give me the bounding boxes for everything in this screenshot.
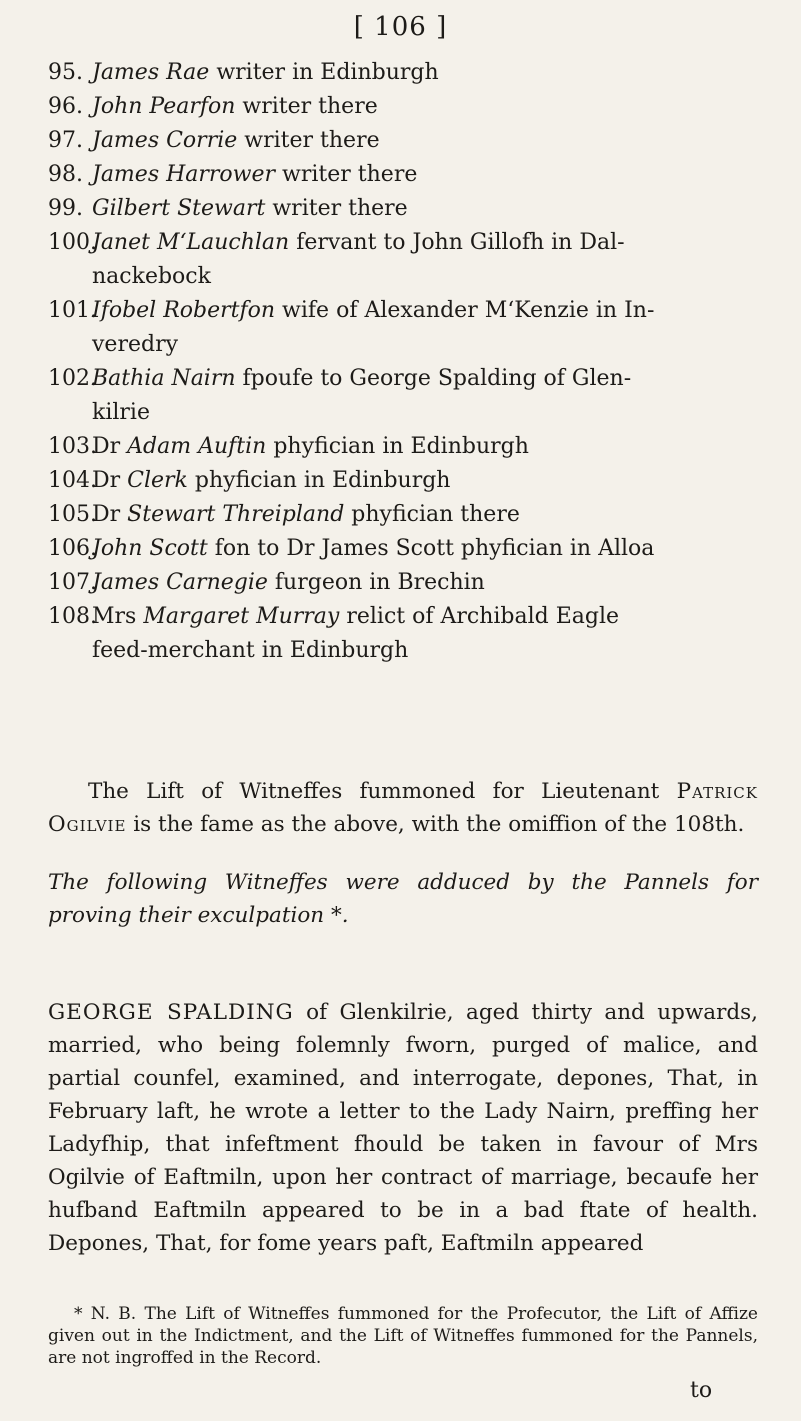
entry-number: 108. — [48, 604, 97, 629]
entry-text — [92, 226, 768, 294]
entry-description: relict of Archibald Eagle — [346, 604, 620, 629]
entry-text — [92, 158, 768, 192]
entry-description: writer there — [242, 94, 378, 119]
catchword: to — [690, 1378, 713, 1403]
entry-number: 104. — [48, 468, 97, 493]
entry-description: writer in Edinburgh — [216, 60, 439, 85]
entry-description: fon to Dr James Scott phyfician in Alloa — [214, 536, 655, 561]
entry-description: wife of Alexander M‘Kenzie in In- — [282, 298, 655, 323]
witness-list-note — [48, 775, 758, 841]
page-number-header: [ 106 ] — [353, 12, 448, 42]
entry-name: James Corrie — [92, 128, 238, 153]
witness-entry — [48, 90, 768, 124]
note-text-before: The Lift of Witneffes fummoned for Lieutenant — [88, 779, 660, 804]
entry-title: Dr — [92, 468, 121, 493]
witness-list — [48, 56, 768, 668]
entry-name: James Harrower — [92, 162, 276, 187]
witness-entry — [48, 498, 768, 532]
entry-number: 97. — [48, 128, 83, 153]
witness-entry — [48, 294, 768, 362]
entry-description: writer there — [272, 196, 408, 221]
entry-number: 107. — [48, 570, 97, 595]
exculpation-heading: The following Witneffes were adduced by the Pannels for proving their exculpation *. — [48, 870, 758, 928]
entry-text — [92, 464, 768, 498]
entry-number: 106. — [48, 536, 97, 561]
entry-number: 102. — [48, 366, 97, 391]
entry-name: John Pearfon — [92, 94, 236, 119]
entry-continuation: nackebock — [92, 264, 211, 289]
footnote: * N. B. The Lift of Witneffes fummoned for the Profecutor, the Lift of Affize given out in the Indictment, and the Lift of Witneffes fummoned for the Pannels, are not ingroffed in the Record. — [48, 1304, 758, 1368]
entry-name: James Rae — [92, 60, 210, 85]
entry-number: 101. — [48, 298, 97, 323]
entry-number: 100. — [48, 230, 97, 255]
witness-entry — [48, 566, 768, 600]
entry-description: writer there — [282, 162, 418, 187]
entry-text — [92, 192, 768, 226]
entry-continuation: kilrie — [92, 400, 150, 425]
entry-description: phyfician in Edinburgh — [194, 468, 451, 493]
deposition-paragraph — [48, 996, 758, 1260]
witness-entry — [48, 158, 768, 192]
entry-name: John Scott — [92, 536, 208, 561]
entry-number: 103. — [48, 434, 97, 459]
entry-description: phyfician there — [351, 502, 520, 527]
entry-text — [92, 532, 768, 566]
witness-entry — [48, 464, 768, 498]
witness-entry — [48, 226, 768, 294]
entry-name: Adam Auftin — [127, 434, 267, 459]
entry-title: Dr — [92, 434, 121, 459]
entry-name: Clerk — [127, 468, 188, 493]
entry-continuation: veredry — [92, 332, 179, 357]
entry-text — [92, 294, 768, 362]
witness-entry — [48, 532, 768, 566]
entry-text — [92, 566, 768, 600]
entry-text — [92, 90, 768, 124]
witness-name-lead: GEORGE SPALDING — [48, 1000, 294, 1025]
lieutenant-name: Patrick Ogilvie — [48, 779, 758, 837]
entry-name: Gilbert Stewart — [92, 196, 266, 221]
witness-entry — [48, 600, 768, 668]
entry-description: phyfician in Edinburgh — [273, 434, 529, 459]
entry-text — [92, 430, 768, 464]
entry-number: 96. — [48, 94, 83, 119]
note-text-after: is the fame as the above, with the omiffion of the 108th. — [133, 812, 745, 837]
entry-name: James Carnegie — [92, 570, 268, 595]
entry-continuation: feed-merchant in Edinburgh — [92, 638, 409, 663]
witness-entry — [48, 430, 768, 464]
entry-name: Janet M‘Lauchlan — [92, 230, 290, 255]
witness-entry — [48, 192, 768, 226]
entry-text — [92, 56, 768, 90]
witness-entry — [48, 56, 768, 90]
entry-name: Margaret Murray — [143, 604, 340, 629]
entry-text — [92, 362, 768, 430]
entry-title: Dr — [92, 502, 121, 527]
entry-text — [92, 124, 768, 158]
witness-entry — [48, 362, 768, 430]
entry-number: 99. — [48, 196, 83, 221]
entry-description: furgeon in Brechin — [274, 570, 485, 595]
entry-name: Bathia Nairn — [92, 366, 236, 391]
entry-number: 95. — [48, 60, 83, 85]
entry-name: Ifobel Robertfon — [92, 298, 276, 323]
entry-name: Stewart Threipland — [127, 502, 345, 527]
entry-number: 105. — [48, 502, 97, 527]
entry-description: fpoufe to George Spalding of Glen- — [242, 366, 632, 391]
entry-description: writer there — [244, 128, 380, 153]
witness-entry — [48, 124, 768, 158]
entry-number: 98. — [48, 162, 83, 187]
entry-text — [92, 498, 768, 532]
entry-description: fervant to John Gillofh in Dal- — [296, 230, 625, 255]
deposition-text: of Glenkilrie, aged thirty and upwards, married, who being folemnly fworn, purged of malice, and partial counfel, examined, and interrogate, depones, That, in February laft, he wrote a letter to the Lady Nairn, preffing her Ladyfhip, that infeftment fhould be taken in favour of Mrs Ogilvie of Eaftmiln, upon her contract of marriage, becaufe her hufband Eaftmiln appeared to be in a bad ftate of health. Depones, That, for fome years paft, Eaftmiln appeared — [48, 1000, 758, 1256]
entry-text — [92, 600, 768, 668]
entry-title: Mrs — [92, 604, 137, 629]
